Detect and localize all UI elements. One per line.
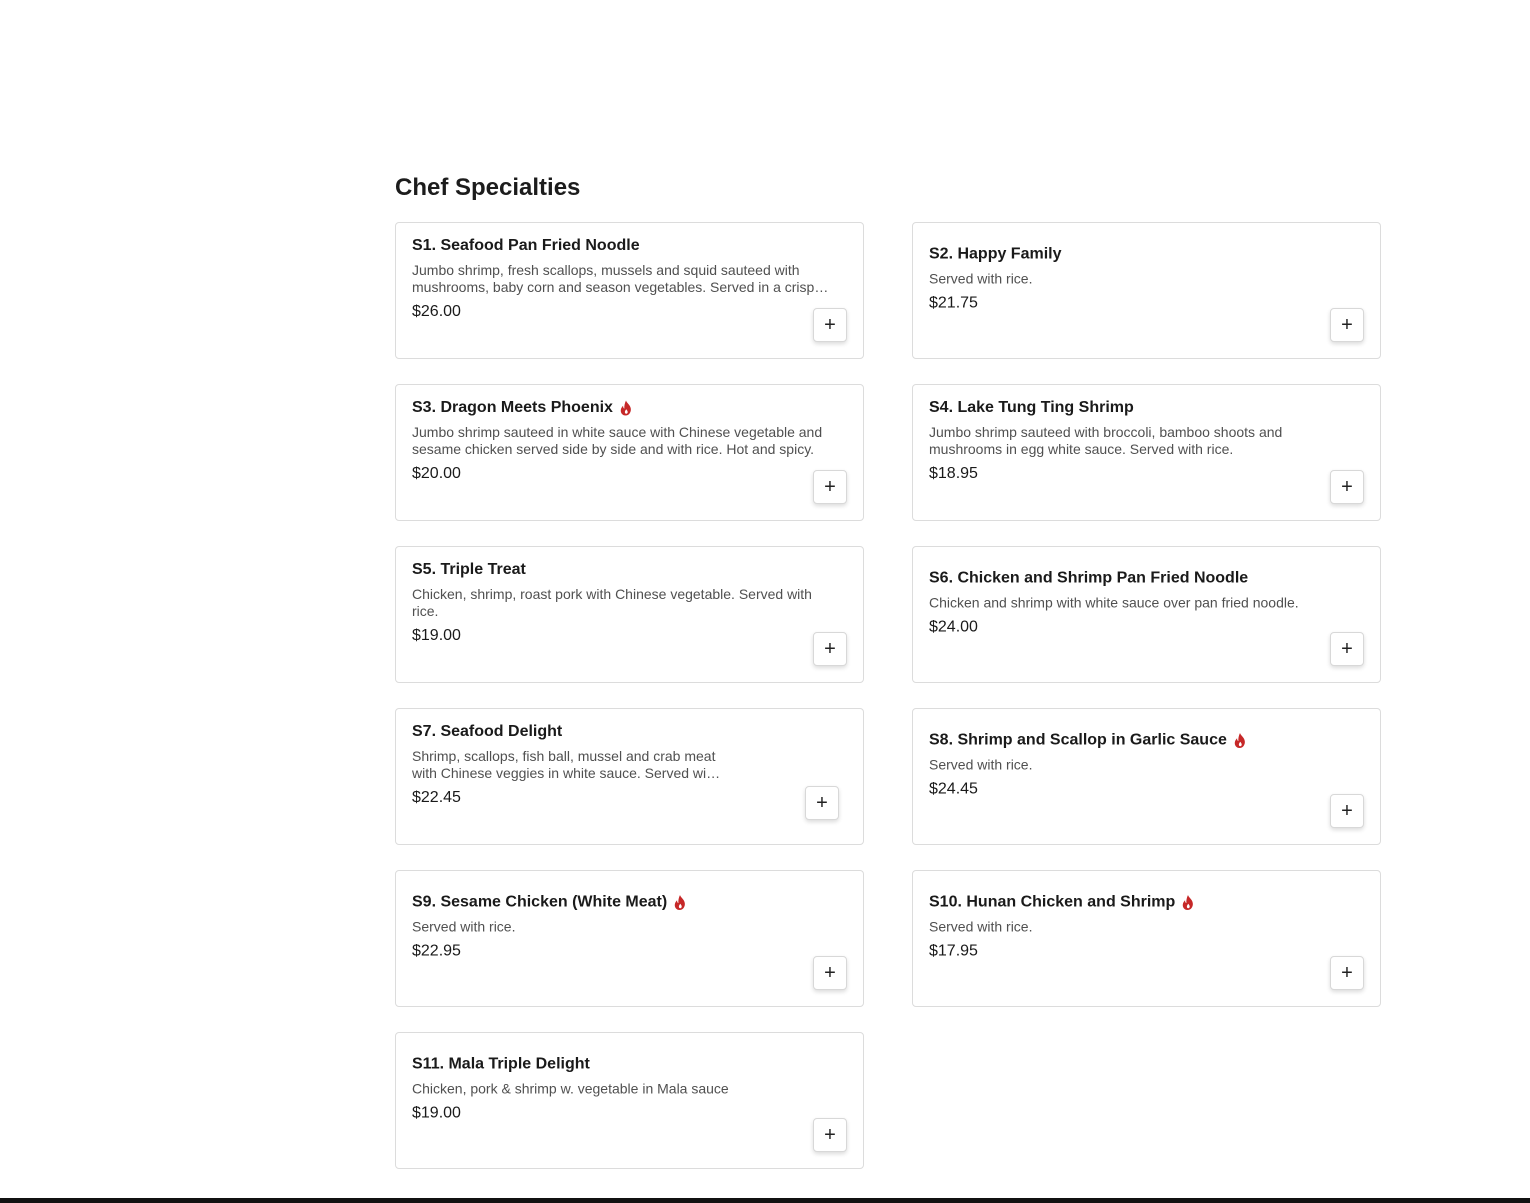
menu-item-card[interactable]	[912, 708, 1381, 845]
chef-specialties-section	[395, 170, 1381, 1146]
menu-item-description: Jumbo shrimp sauteed with broccoli, bamboo shoots and mushrooms in egg white sauce. Served with rice.	[929, 423, 1283, 457]
menu-item-description: Shrimp, scallops, fish ball, mussel and crab meat with Chinese veggies in white sauce. Served with	[412, 747, 718, 781]
add-to-cart-button[interactable]: +	[1330, 794, 1364, 828]
menu-item-body	[412, 1054, 847, 1123]
menu-item-card[interactable]	[395, 870, 864, 1007]
menu-item-title	[929, 398, 1364, 418]
menu-item-card[interactable]	[912, 870, 1381, 1007]
menu-item-price: $22.45	[412, 788, 461, 806]
menu-item-description: Served with rice.	[929, 918, 1033, 934]
menu-item-description: Jumbo shrimp, fresh scallops, mussels and squid sauteed with mushrooms, baby corn and season vegetables. Served in a crispy	[412, 261, 822, 295]
menu-item-description: Chicken and shrimp with white sauce over pan fried noodle.	[929, 594, 1299, 610]
menu-item-name: S9. Sesame Chicken (White Meat)	[412, 893, 668, 910]
spicy-flame-icon	[1233, 732, 1247, 748]
menu-item-body	[412, 892, 847, 961]
menu-item-title	[412, 722, 847, 742]
menu-item-body	[929, 730, 1364, 799]
menu-item-title	[412, 1054, 847, 1074]
add-to-cart-button[interactable]: +	[1330, 470, 1364, 504]
menu-item-name: S3. Dragon Meets Phoenix	[412, 398, 613, 416]
add-to-cart-button[interactable]: +	[805, 786, 839, 820]
add-to-cart-button[interactable]: +	[813, 308, 847, 342]
menu-item-price: $24.00	[929, 618, 978, 635]
menu-item-name: S4. Lake Tung Ting Shrimp	[929, 398, 1134, 416]
menu-item-description: Served with rice.	[929, 270, 1033, 286]
menu-item-body	[929, 568, 1364, 637]
menu-item-body	[412, 560, 847, 646]
menu-item-title	[412, 236, 847, 256]
menu-items-grid	[395, 222, 1381, 1169]
menu-item-title	[929, 568, 1364, 588]
menu-item-card[interactable]	[395, 1032, 864, 1169]
menu-item-title	[412, 398, 847, 418]
menu-item-body	[929, 892, 1364, 961]
spicy-flame-icon	[1181, 894, 1195, 910]
menu-item-description: Served with rice.	[412, 918, 516, 934]
bottom-bar	[0, 1198, 1530, 1203]
menu-item-body	[929, 398, 1364, 484]
menu-item-card[interactable]	[395, 222, 864, 359]
add-to-cart-button[interactable]: +	[1330, 632, 1364, 666]
menu-item-card[interactable]	[395, 708, 864, 845]
menu-item-title	[412, 560, 847, 580]
menu-item-card[interactable]	[912, 384, 1381, 521]
menu-item-name: S2. Happy Family	[929, 245, 1062, 262]
menu-item-price: $26.00	[412, 302, 461, 320]
add-to-cart-button[interactable]: +	[1330, 308, 1364, 342]
menu-item-name: S7. Seafood Delight	[412, 722, 563, 740]
menu-item-price: $22.95	[412, 942, 461, 959]
menu-item-price: $21.75	[929, 294, 978, 311]
spicy-flame-icon	[619, 400, 633, 416]
menu-item-card[interactable]	[912, 546, 1381, 683]
menu-item-description: Jumbo shrimp sauteed in white sauce with Chinese vegetable and sesame chicken served side by side and with rice. Hot and spicy.	[412, 423, 823, 457]
menu-item-card[interactable]	[395, 546, 864, 683]
menu-item-price: $19.00	[412, 1104, 461, 1121]
menu-item-price: $19.00	[412, 626, 461, 644]
menu-item-price: $18.95	[929, 464, 978, 482]
menu-item-name: S5. Triple Treat	[412, 560, 526, 578]
section-title: Chef Specialties	[395, 174, 581, 201]
menu-item-name: S8. Shrimp and Scallop in Garlic Sauce	[929, 731, 1227, 748]
menu-item-price: $17.95	[929, 942, 978, 959]
menu-item-title	[929, 892, 1364, 912]
menu-item-price: $20.00	[412, 464, 461, 482]
add-to-cart-button[interactable]: +	[813, 470, 847, 504]
menu-item-body	[412, 398, 847, 484]
menu-item-title	[929, 730, 1364, 750]
add-to-cart-button[interactable]: +	[813, 1118, 847, 1152]
add-to-cart-button[interactable]: +	[1330, 956, 1364, 990]
menu-item-title	[929, 244, 1364, 264]
menu-item-name: S11. Mala Triple Delight	[412, 1055, 590, 1072]
add-to-cart-button[interactable]: +	[813, 956, 847, 990]
menu-item-description: Chicken, pork & shrimp w. vegetable in Mala sauce	[412, 1080, 729, 1096]
menu-item-name: S10. Hunan Chicken and Shrimp	[929, 893, 1176, 910]
menu-item-body	[929, 244, 1364, 313]
menu-item-title	[412, 892, 847, 912]
menu-item-card[interactable]	[395, 384, 864, 521]
menu-item-body	[412, 236, 847, 322]
menu-item-description: Chicken, shrimp, roast pork with Chinese vegetable. Served with rice.	[412, 585, 812, 619]
menu-item-card[interactable]	[912, 222, 1381, 359]
add-to-cart-button[interactable]: +	[813, 632, 847, 666]
menu-item-price: $24.45	[929, 780, 978, 797]
menu-item-description: Served with rice.	[929, 756, 1033, 772]
menu-item-name: S6. Chicken and Shrimp Pan Fried Noodle	[929, 569, 1249, 586]
menu-item-name: S1. Seafood Pan Fried Noodle	[412, 236, 640, 254]
menu-item-body	[412, 722, 847, 808]
spicy-flame-icon	[673, 894, 687, 910]
